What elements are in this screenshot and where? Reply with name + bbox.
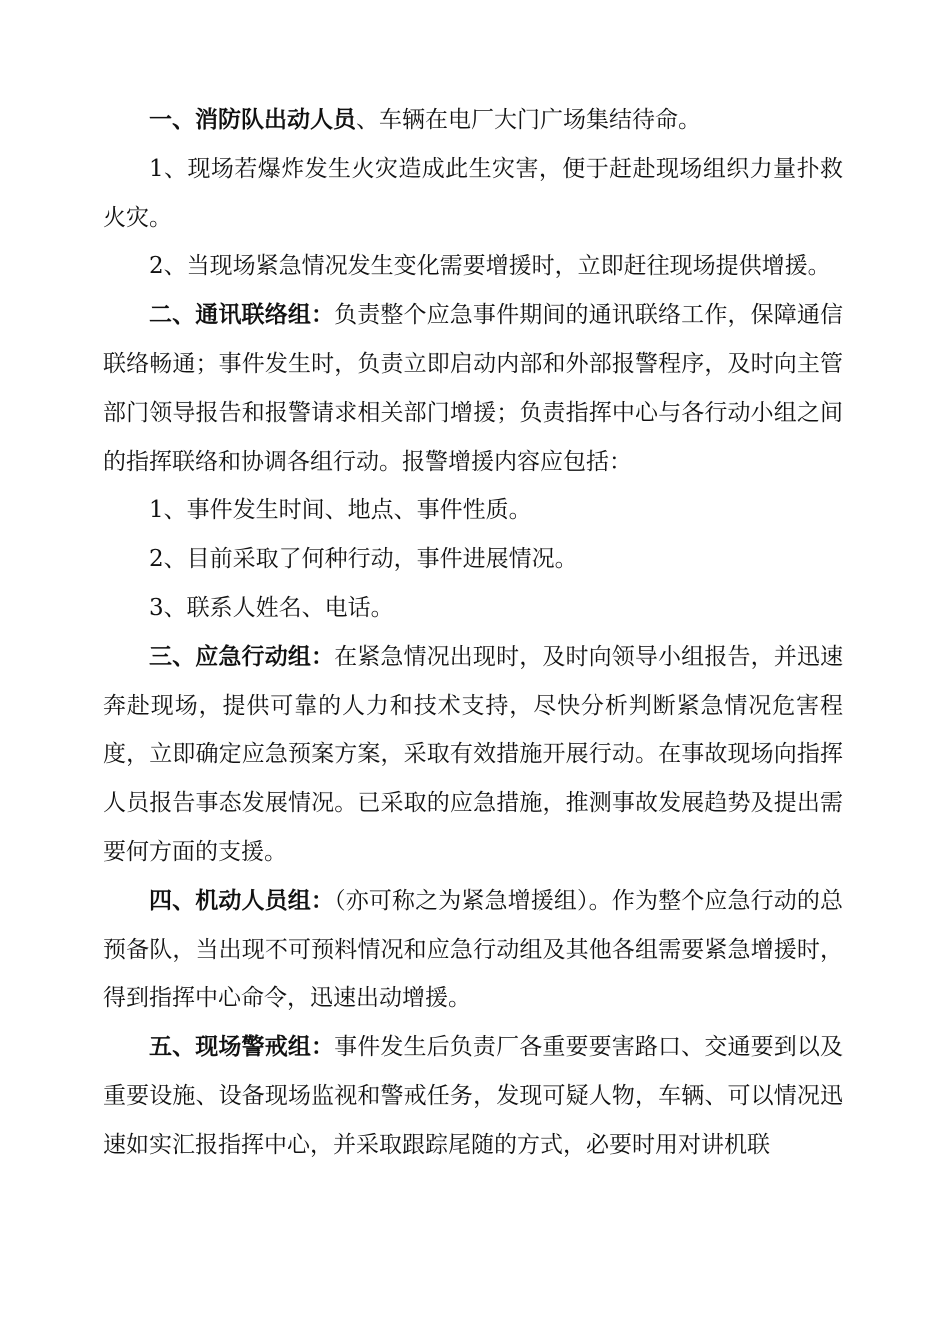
section-heading-fire-brigade: 一、消防队出动人员 xyxy=(149,107,356,133)
section-heading-site-security-group: 五、现场警戒组： xyxy=(149,1034,335,1061)
paragraph-fire-item-1 xyxy=(103,145,843,243)
paragraph-mobile-personnel-group xyxy=(103,877,843,1023)
section-heading-communications-group: 二、通讯联络组： xyxy=(149,302,335,329)
paragraph-text: 事件发生后负责厂各重要要害路口、交通要到以及重要设施、设备现场监视和警戒任务，发现可疑人物，车辆、可以情况迅速如实汇报指挥中心，并采取跟踪尾随的方式，必要时用对讲机联 xyxy=(103,1034,844,1158)
paragraph-text: 1、事件发生时间、地点、事件性质。 xyxy=(149,497,532,524)
paragraph-report-item-2 xyxy=(103,535,843,584)
paragraph-text: 负责整个应急事件期间的通讯联络工作，保障通信联络畅通；事件发生时，负责立即启动内部和外部报警程序，及时向主管部门领导报告和报警请求相关部门增援；负责指挥中心与各行动小组之间的指挥联络和协调各组行动。报警增援内容应包括： xyxy=(103,302,844,475)
paragraph-communications-group xyxy=(103,291,843,486)
paragraph-fire-brigade xyxy=(103,96,843,145)
paragraph-text: 在紧急情况出现时，及时向领导小组报告，并迅速奔赴现场，提供可靠的人力和技术支持，尽快分析判断紧急情况危害程度，立即确定应急预案方案，采取有效措施开展行动。在事故现场向指挥人员报告事态发展情况。已采取的应急措施，推测事故发展趋势及提出需要何方面的支援。 xyxy=(103,643,844,865)
paragraph-text: 2、当现场紧急情况发生变化需要增援时，立即赶往现场提供增援。 xyxy=(149,253,831,280)
section-heading-mobile-personnel-group: 四、机动人员组： xyxy=(149,887,335,914)
paragraph-text: 3、联系人姓名、电话。 xyxy=(149,594,394,621)
paragraph-text: 、车辆在电厂大门广场集结待命。 xyxy=(356,107,701,133)
paragraph-text: （亦可称之为紧急增援组）。作为整个应急行动的总预备队，当出现不可预料情况和应急行动组及其他各组需要紧急增援时，得到指挥中心命令，迅速出动增援。 xyxy=(103,887,844,1012)
paragraph-text: 1、现场若爆炸发生火灾造成此生灾害，便于赶赴现场组织力量扑救火灾。 xyxy=(103,155,843,231)
paragraph-report-item-3 xyxy=(103,584,843,633)
paragraph-text: 2、目前采取了何种行动，事件进展情况。 xyxy=(149,546,578,573)
paragraph-emergency-action-group xyxy=(103,633,843,877)
paragraph-fire-item-2 xyxy=(103,242,843,291)
paragraph-report-item-1 xyxy=(103,486,843,535)
paragraph-site-security-group xyxy=(103,1023,843,1169)
document-page xyxy=(103,96,843,1170)
section-heading-emergency-action-group: 三、应急行动组： xyxy=(149,643,335,670)
